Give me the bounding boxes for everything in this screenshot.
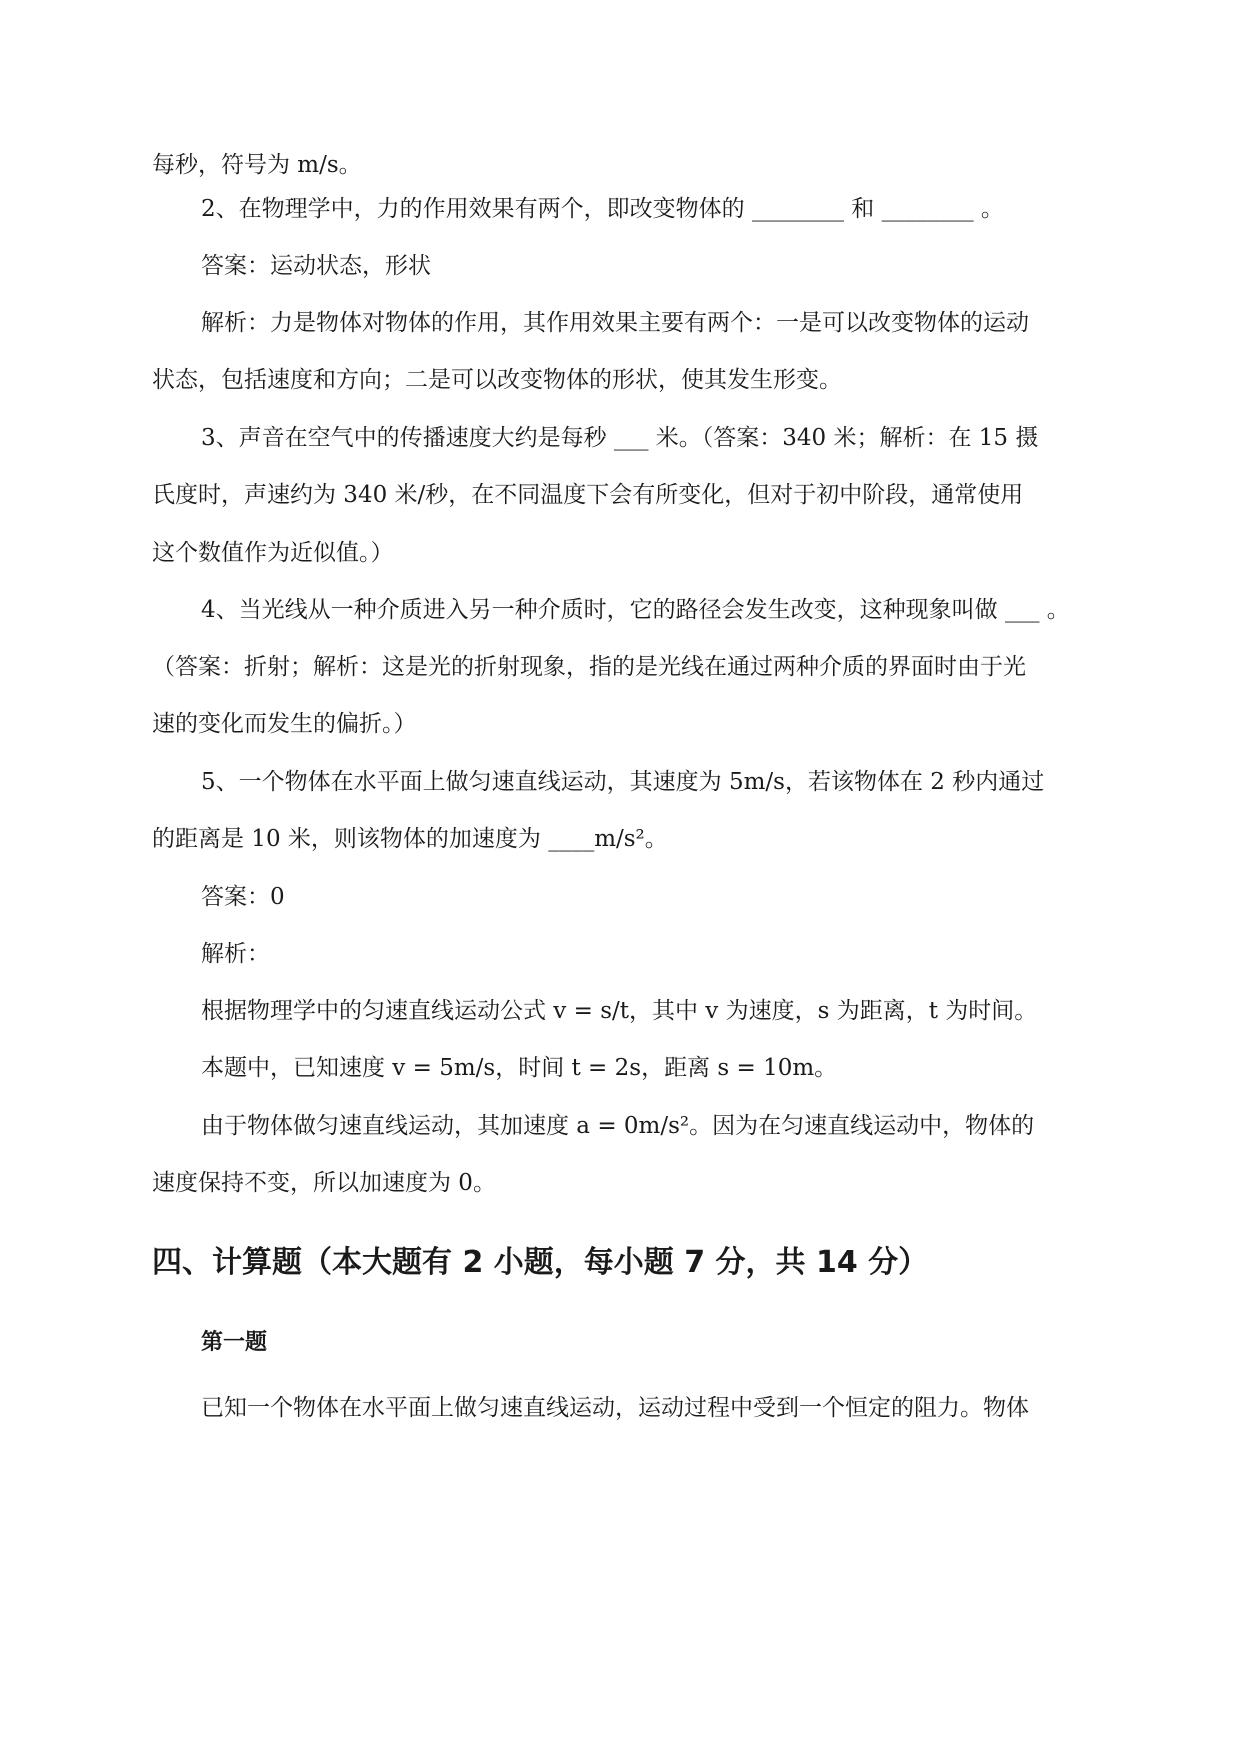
answer-5: 答案：0 <box>201 884 285 910</box>
analysis-5-label: 解析： <box>201 941 270 967</box>
text-line: 每秒，符号为 m/s。 <box>152 152 362 178</box>
text-line: 的距离是 10 米，则该物体的加速度为 ____m/s²。 <box>152 826 668 852</box>
analysis-5-line: 由于物体做匀速直线运动，其加速度 a = 0m/s²。因为在匀速直线运动中，物体的 <box>201 1113 1035 1139</box>
question-5: 5、一个物体在水平面上做匀速直线运动，其速度为 5m/s，若该物体在 2 秒内通过 <box>201 769 1045 795</box>
question-3: 3、声音在空气中的传播速度大约是每秒 ___ 米。（答案：340 米；解析：在 15 摄 <box>201 425 1039 451</box>
text-line: 速度保持不变，所以加速度为 0。 <box>152 1170 496 1196</box>
text-line: 状态，包括速度和方向；二是可以改变物体的形状，使其发生形变。 <box>152 367 842 393</box>
text-line: （答案：折射；解析：这是光的折射现象，指的是光线在通过两种介质的界面时由于光 <box>152 654 1026 680</box>
answer-2: 答案：运动状态，形状 <box>201 253 431 279</box>
text-line: 氏度时，声速约为 340 米/秒，在不同温度下会有所变化，但对于初中阶段，通常使用 <box>152 482 1024 508</box>
text-line: 这个数值作为近似值。） <box>152 540 394 566</box>
question-4: 4、当光线从一种介质进入另一种介质时，它的路径会发生改变，这种现象叫做 ___ 。 <box>201 597 1070 623</box>
analysis-2: 解析：力是物体对物体的作用，其作用效果主要有两个：一是可以改变物体的运动 <box>201 310 1029 336</box>
analysis-5-line: 根据物理学中的匀速直线运动公式 v = s/t，其中 v 为速度，s 为距离，t 为时间。 <box>201 998 1038 1024</box>
analysis-5-line: 本题中，已知速度 v = 5m/s，时间 t = 2s，距离 s = 10m。 <box>201 1055 838 1081</box>
calc-question-1: 已知一个物体在水平面上做匀速直线运动，运动过程中受到一个恒定的阻力。物体 <box>201 1395 1029 1421</box>
question-2: 2、在物理学中，力的作用效果有两个，即改变物体的 ________ 和 ________ 。 <box>201 196 1004 222</box>
section-heading: 四、计算题（本大题有 2 小题，每小题 7 分，共 14 分） <box>152 1245 929 1280</box>
text-line: 速的变化而发生的偏折。） <box>152 711 417 737</box>
sub-heading: 第一题 <box>201 1330 268 1355</box>
